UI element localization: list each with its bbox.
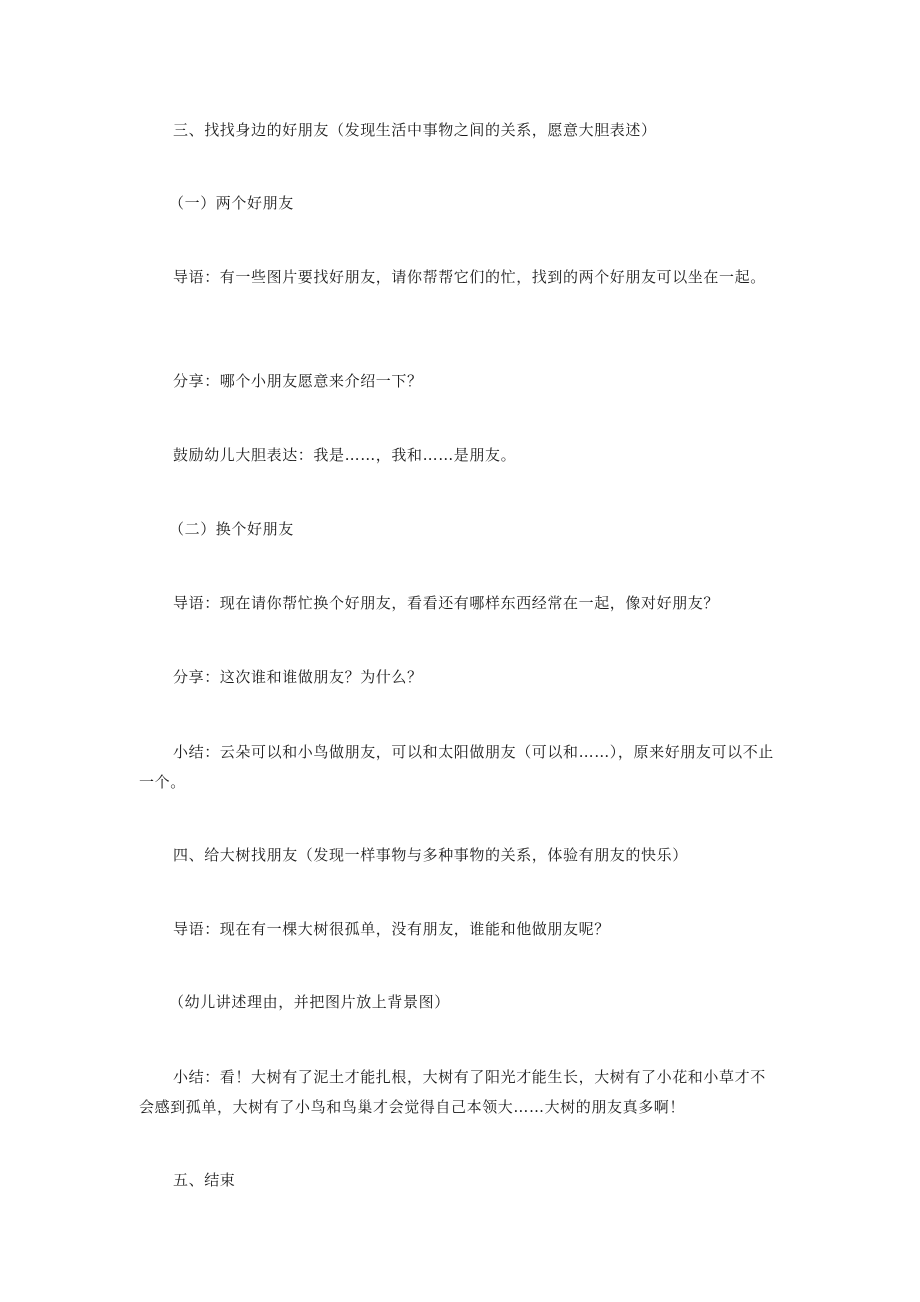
paragraph-intro-1: 导语：有一些图片要找好朋友，请你帮帮它们的忙，找到的两个好朋友可以坐在一起。 bbox=[173, 268, 766, 286]
paragraph-encourage: 鼓励幼儿大胆表达：我是……，我和……是朋友。 bbox=[173, 446, 517, 464]
paragraph-intro-2: 导语：现在请你帮忙换个好朋友，看看还有哪样东西经常在一起，像对好朋友？ bbox=[173, 594, 720, 612]
subsection-heading-2: （二）换个好朋友 bbox=[169, 520, 294, 538]
subsection-heading-1: （一）两个好朋友 bbox=[169, 194, 294, 212]
paragraph-summary-2: 小结：看！大树有了泥土才能扎根，大树有了阳光才能生长，大树有了小花和小草才不会感到孤单，大树有了小鸟和鸟巢才会觉得自己本领大……大树的朋友真多啊！ bbox=[139, 1068, 766, 1116]
section-heading-4: 四、给大树找朋友（发现一样事物与多种事物的关系，体验有朋友的快乐） bbox=[173, 846, 688, 864]
paragraph-intro-3: 导语：现在有一棵大树很孤单，没有朋友，谁能和他做朋友呢？ bbox=[173, 920, 610, 938]
paragraph-note: （幼儿讲述理由，并把图片放上背景图） bbox=[169, 993, 450, 1011]
section-heading-5: 五、结束 bbox=[173, 1171, 236, 1189]
paragraph-share-2: 分享：这次谁和谁做朋友？为什么？ bbox=[173, 668, 423, 686]
paragraph-summary-1: 小结：云朵可以和小鸟做朋友，可以和太阳做朋友（可以和……），原来好朋友可以不止一个。 bbox=[139, 743, 774, 791]
section-heading-3: 三、找找身边的好朋友（发现生活中事物之间的关系，愿意大胆表述） bbox=[173, 121, 657, 139]
paragraph-share-1: 分享：哪个小朋友愿意来介绍一下？ bbox=[173, 372, 423, 390]
